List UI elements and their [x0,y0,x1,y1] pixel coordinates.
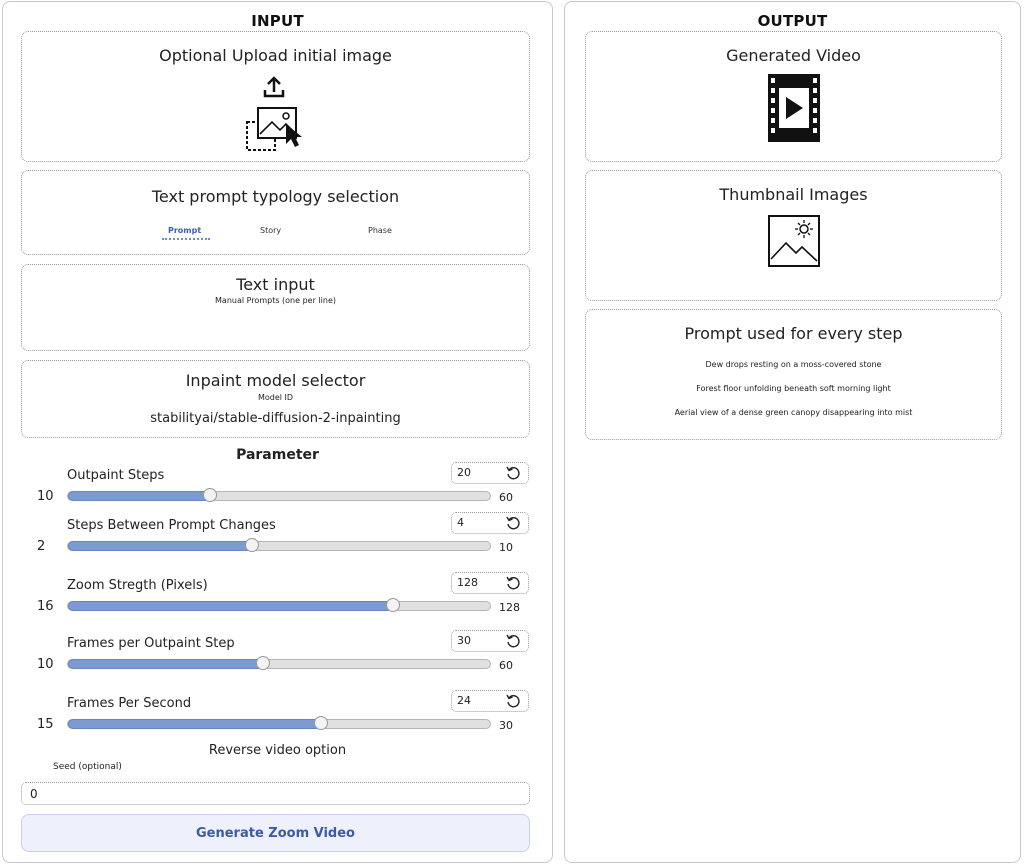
prompt-line-1: Dew drops resting on a moss-covered stone [705,360,882,369]
param-slider-thumb[interactable] [314,716,328,730]
generate-zoom-video-button[interactable] [21,814,530,852]
input-panel [2,1,553,863]
model-id-value[interactable]: stabilityai/stable-diffusion-2-inpainting [150,411,401,426]
param-slider-fill [68,491,210,501]
text-input-card[interactable] [21,264,530,351]
generated-video-title: Generated Video [726,46,861,65]
param-slider-track[interactable] [67,719,491,729]
thumbnail-images-card [585,170,1002,301]
param-value: 24 [457,694,471,707]
input-panel-title: INPUT [251,12,304,30]
parameter-title: Parameter [236,447,319,463]
param-value: 128 [457,576,478,589]
param-value: 4 [457,516,464,529]
param-slider-thumb[interactable] [386,598,400,612]
param-max-label: 30 [499,719,513,732]
param-slider-fill [68,601,393,611]
param-slider-thumb[interactable] [256,656,270,670]
param-slider-track[interactable] [67,541,491,551]
param-max-label: 10 [499,541,513,554]
prompt-line-3: Aerial view of a dense green canopy disappearing into mist [674,408,913,417]
reset-icon[interactable] [505,633,521,649]
tab-prompt-underline [162,238,210,240]
model-id-label: Model ID [257,393,294,402]
param-slider-fill [68,719,321,729]
reset-icon[interactable] [505,515,521,531]
param-number-input[interactable] [451,690,529,712]
param-min-label: 2 [37,539,46,554]
prompt-line-2: Forest floor unfolding beneath soft morning light [696,384,891,393]
upload-image-icon[interactable] [242,72,312,152]
video-play-icon [766,72,822,144]
param-slider-track[interactable] [67,601,491,611]
param-min-label: 15 [37,717,54,732]
reverse-video-option[interactable]: Reverse video option [208,743,347,758]
param-max-label: 60 [499,659,513,672]
thumbnail-images-title: Thumbnail Images [719,185,868,204]
upload-title: Optional Upload initial image [159,46,392,65]
tab-story[interactable]: Story [260,226,282,235]
param-label: Frames per Outpaint Step [67,636,235,651]
param-label: Frames Per Second [67,696,192,711]
param-slider-track[interactable] [67,491,491,501]
param-min-label: 16 [37,599,54,614]
param-number-input[interactable] [451,512,529,534]
tab-phase[interactable]: Phase [368,226,392,235]
output-panel-title: OUTPUT [757,12,828,30]
generate-label: Generate Zoom Video [195,826,355,841]
inpaint-model-card [21,360,530,438]
reset-icon[interactable] [505,465,521,481]
param-label: Outpaint Steps [67,468,165,483]
param-slider-track[interactable] [67,659,491,669]
param-number-input[interactable] [451,572,529,594]
param-max-label: 60 [499,491,513,504]
seed-label: Seed (optional) [53,762,122,772]
param-slider-thumb[interactable] [245,538,259,552]
param-value: 20 [457,466,471,479]
reset-icon[interactable] [505,693,521,709]
param-min-label: 10 [37,489,54,504]
seed-input[interactable]: 0 [21,782,530,805]
param-min-label: 10 [37,657,54,672]
param-number-input[interactable] [451,462,529,484]
image-icon [768,215,820,267]
typology-title: Text prompt typology selection [151,187,400,206]
param-slider-thumb[interactable] [203,488,217,502]
param-label: Steps Between Prompt Changes [67,518,276,533]
reset-icon[interactable] [505,575,521,591]
output-panel [564,1,1021,863]
param-slider-fill [68,659,263,669]
prompt-used-card [585,309,1002,440]
generated-video-card[interactable] [585,31,1002,162]
text-input-title: Text input [236,275,315,294]
param-slider-fill [68,541,252,551]
param-value: 30 [457,634,471,647]
param-number-input[interactable] [451,630,529,652]
param-label: Zoom Stregth (Pixels) [67,578,208,593]
typology-card [21,170,530,255]
upload-card[interactable] [21,31,530,162]
param-max-label: 128 [499,601,520,614]
prompt-used-title: Prompt used for every step [684,324,903,343]
inpaint-title: Inpaint model selector [185,371,366,390]
manual-prompts-label: Manual Prompts (one per line) [215,296,336,305]
tab-prompt[interactable]: Prompt [168,226,202,235]
